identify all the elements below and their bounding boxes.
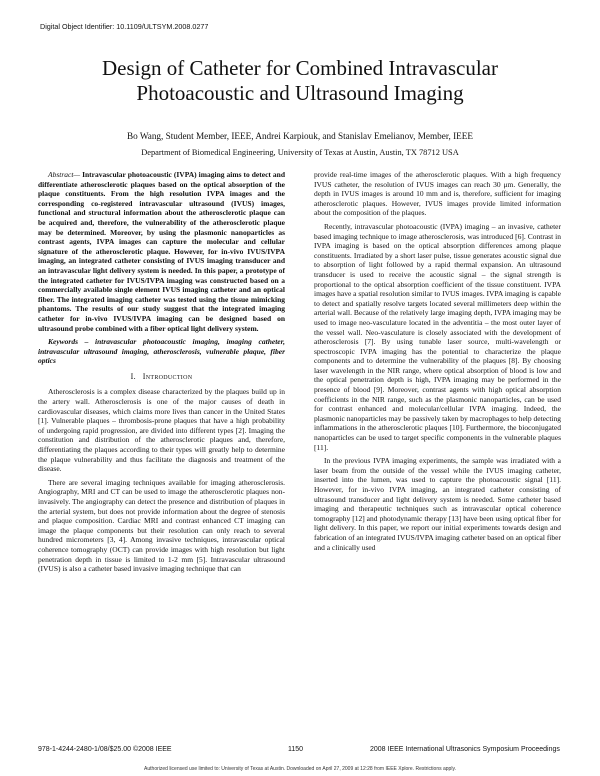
affiliation: Department of Biomedical Engineering, University of Texas at Austin, Austin, TX 78712 USA <box>141 148 459 157</box>
keywords: Keywords – intravascular photoacoustic imaging, imaging catheter, intravascular ultrasound imaging, atherosclerosis, vulnerable plaque, fiber optics <box>38 337 285 366</box>
right-paragraph-1: provide real-time images of the atherosclerotic plaques. With a high frequency IVUS catheter, the resolution of IVUS images can reach 30 μm. Generally, the depth in IVUS images is around 10 mm and is, therefore, sufficient for imaging atherosclerotic plaques. However, IVUS images provide limited information about the composition of the plaques. <box>314 170 561 218</box>
footer-page-number: 1150 <box>288 746 304 753</box>
title-line-2: Photoacoustic and Ultrasound Imaging <box>136 81 464 105</box>
section-number: I. <box>130 371 136 381</box>
authorized-use-notice: Authorized licensed use limited to: University of Texas at Austin. Downloaded on April 27, 2009 at 12:28 from IEEE Xplore. Restrictions apply. <box>144 766 456 772</box>
footer-proceedings: 2008 IEEE International Ultrasonics Symposium Proceedings <box>370 746 560 753</box>
intro-paragraph-1: Atherosclerosis is a complex disease characterized by the plaques build up in the artery wall. Atherosclerosis is one of the major causes of death in cardiovascular diseases, which claims more lives than cancer in the United States [1]. Vulnerable plaques – thrombosis-prone plaques that have a high probability of undergoing rapid progression, are divided into different types [2]. Imaging the constitution and distribution of the atherosclerotic plaques and, therefore, differentiating the plaques according to their types will greatly help to determine the plaque vulnerability and thus facilitate the diagnosis and treatment of the disease. <box>38 387 285 474</box>
section-heading <box>38 372 285 382</box>
abstract-text: Intravascular photoacoustic (IVPA) imaging aims to detect and differentiate atherosclerotic plaques based on the optical absorption of the plaque constituents. From the high resolution IVPA images and the corresponding co-registered intravascular ultrasound (IVUS) images, functional and structural information about the atherosclerotic plaque can be acquired and, therefore, the vulnerability of the atherosclerotic plaque may be determined. Moreover, by using the plasmonic nanoparticles as contrast agents, IVPA images can capture the molecular and cellular signature of the atherosclerotic plaque. However, for in-vivo IVUS/IVPA imaging, an integrated catheter consisting of IVUS imaging transducer and an intravascular light delivery system is needed. In this paper, a prototype of the integrated catheter for IVUS/IVPA imaging was constructed based on a commercially available single element IVUS imaging catheter and an optical fiber. The integrated imaging catheter was tested using the tissue mimicking phantoms. The results of our study suggest that the integrated imaging catheter for in-vivo IVUS/IVPA imaging can be designed based on ultrasound probe combined with a fiber optical light delivery system. <box>38 170 285 333</box>
abstract <box>38 170 285 333</box>
right-paragraph-2: Recently, intravascular photoacoustic (IVPA) imaging – an invasive, catheter based imaging technique to image atherosclerosis, was introduced [6]. Contrast in IVPA imaging is based on the optical absorption differences among plaque constituents. Irradiated by a short laser pulse, tissue generates acoustic signal due to absorption of light followed by a rapid thermal expansion. An ultrasound transducer is used to receive the acoustic signal – the signal strength is proportional to the optical absorption coefficient of the tissue constituent. IVPA images have a spatial resolution similar to IVUS images. IVPA imaging is capable to detect and spatially resolve targets located several millimeters deep within the arterial wall. Because of the relatively large imaging depth, IVPA imaging may be used to image neo-vasculature located in the adventitia – the most outer layer of the vessel wall. Neo-vasculature is closely associated with the development of atherosclerosis [7]. By using tunable laser source, multi-wavelength or spectroscopic IVPA imaging has the potential to characterize the plaque components and to determine the vulnerability of the plaques [8]. By choosing laser wavelength in the NIR range, where optical absorption of blood is low and the optical penetration depth is high, IVPA imaging may be performed in the presence of blood [9]. Moreover, contrast agents with high optical absorption coefficients in the NIR range, such as the plasmonic nanoparticles, can be used for contrast enhanced and molecular/cellular IVPA imaging. Indeed, the plasmonic nanoparticles may be passively taken by macrophages to help detecting inflammations in the atherosclerotic plaques [10]. Furthermore, the bioconjugated nanoparticles can be used to target specific components in the vulnerable plaques [11]. <box>314 221 562 452</box>
title-line-1: Design of Catheter for Combined Intravascular <box>102 56 498 80</box>
footer-isbn: 978-1-4244-2480-1/08/$25.00 ©2008 IEEE <box>38 746 172 753</box>
paper-title <box>40 56 560 106</box>
doi-header: Digital Object Identifier: 10.1109/ULTSYM.2008.0277 <box>40 22 209 31</box>
right-column <box>314 170 561 556</box>
right-paragraph-3: In the previous IVPA imaging experiments, the sample was irradiated with a laser beam from the outside of the vessel while the IVUS imaging catheter, inserted into the lumen, was used to capture the photoacoustic signal [11]. However, for in-vivo IVPA imaging, an integrated catheter consisting of ultrasound transducer and light delivery system is needed. Some catheter based imaging and therapeutic techniques such as intravascular optical coherence tomography [12] and photodynamic therapy [13] have been using optical fiber for light delivery. In this paper, we report our initial experiments towards design and fabrication of an integrated IVUS/IVPA imaging catheter based on an optical fiber and a clinically used <box>314 456 561 552</box>
left-column <box>38 170 285 578</box>
abstract-lead: Abstract— <box>48 170 81 179</box>
intro-paragraph-2: There are several imaging techniques available for imaging atherosclerosis. Angiography, MRI and CT can be used to image the atherosclerotic plaques non-invasively. The angiography can detect the presence and distribution of plaques in the arterial system, but does not provide information about the degree of stenosis and plaque composition. Cardiac MRI and contrast enhanced CT imaging can image the plaque components but their resolution can only reach to several hundred micrometers [3, 4]. Among invasive techniques, intravascular optical coherence tomography (OCT) can provide images with high resolution but light penetration depth in tissue is limited to 1-2 mm [5]. Intravascular ultrasound (IVUS) is also a catheter based invasive imaging technique that can <box>38 477 285 574</box>
authors: Bo Wang, Student Member, IEEE, Andrei Karpiouk, and Stanislav Emelianov, Member, IEEE <box>126 131 474 141</box>
section-title: Introduction <box>142 371 193 381</box>
